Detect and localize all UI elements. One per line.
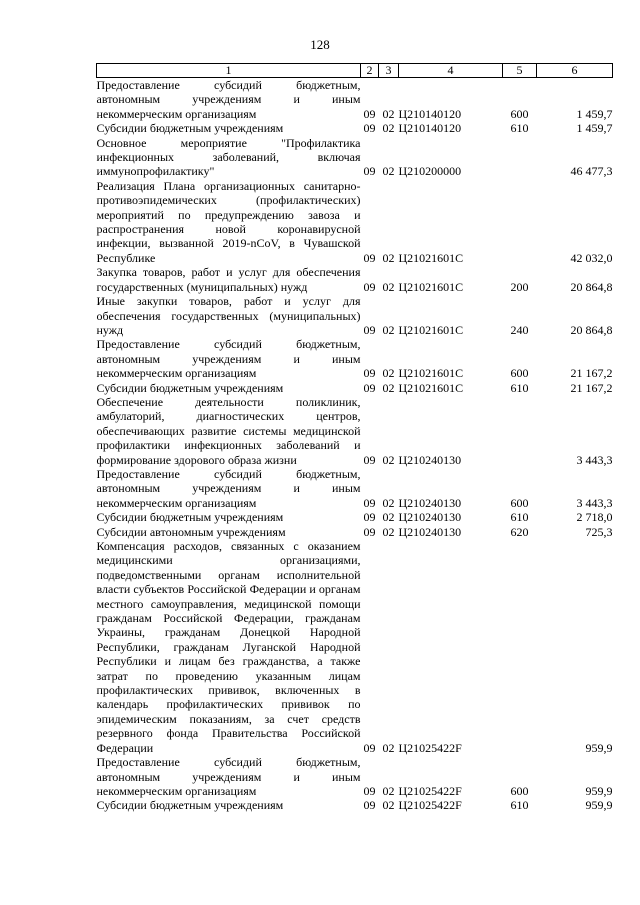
row-section: 09: [363, 322, 376, 337]
row-name: Предоставление субсидий бюджетным, автономным учреждениям и иным некоммерческим организациям: [96, 78, 361, 121]
row-amount: 20 864,8: [570, 279, 613, 294]
row-subsection: 02: [382, 524, 395, 539]
row-target-article: Ц21021601C: [398, 322, 464, 337]
row-name: Обеспечение деятельности поликлиник, амбулаторий, диагностических центров, обеспечивающих развитие системы медицинской профилактики инфекционных заболеваний и формирование здорового образа жизни: [96, 394, 361, 467]
row-subsection: 02: [382, 510, 395, 525]
row-name: Предоставление субсидий бюджетным, автономным учреждениям и иным некоммерческим организациям: [96, 466, 361, 510]
row-amount: 3 443,3: [576, 452, 613, 467]
row-expense-type: 610: [510, 121, 529, 136]
row-section: 09: [363, 495, 376, 510]
row-target-article: Ц210240130: [398, 495, 462, 510]
header-cell-csr: 4: [399, 64, 503, 78]
row-amount: 1 459,7: [576, 106, 613, 121]
row-expense-type: 200: [510, 279, 529, 294]
header-cell-pr: 3: [379, 64, 399, 78]
row-section: 09: [363, 366, 376, 381]
row-amount: 2 718,0: [576, 510, 613, 525]
row-section: 09: [363, 798, 376, 813]
table-row: [97, 510, 613, 524]
row-amount: 21 167,2: [570, 380, 613, 395]
row-name: Субсидии бюджетным учреждениям: [96, 380, 284, 395]
table-row: [97, 78, 613, 122]
header-cell-vr: 5: [503, 64, 537, 78]
table-header: [97, 64, 613, 78]
row-section: 09: [363, 452, 376, 467]
row-subsection: 02: [382, 121, 395, 136]
row-subsection: 02: [382, 322, 395, 337]
row-target-article: Ц210140120: [398, 121, 462, 136]
row-subsection: 02: [382, 798, 395, 813]
row-expense-type: 600: [510, 106, 529, 121]
table-row: [97, 381, 613, 395]
row-section: 09: [363, 250, 376, 265]
row-amount: 46 477,3: [570, 164, 613, 179]
row-section: 09: [363, 740, 376, 755]
row-subsection: 02: [382, 452, 395, 467]
row-subsection: 02: [382, 740, 395, 755]
table-row: [97, 539, 613, 755]
row-section: 09: [363, 783, 376, 798]
row-amount: 959,9: [585, 798, 613, 813]
row-target-article: Ц21025422F: [398, 783, 462, 798]
table-row: [97, 755, 613, 798]
row-name: Закупка товаров, работ и услуг для обеспечения государственных (муниципальных) нужд: [96, 265, 361, 294]
row-expense-type: 600: [510, 495, 529, 510]
table-row: [97, 136, 613, 179]
row-expense-type: 600: [510, 366, 529, 381]
page-number: 128: [310, 37, 330, 52]
row-subsection: 02: [382, 783, 395, 798]
table-row: [97, 395, 613, 467]
table-row: [97, 294, 613, 337]
row-name: Субсидии бюджетным учреждениям: [96, 510, 284, 525]
row-amount: 20 864,8: [570, 322, 613, 337]
row-amount: 725,3: [585, 524, 613, 539]
row-expense-type: 240: [510, 322, 529, 337]
row-target-article: Ц210240130: [398, 452, 462, 467]
row-subsection: 02: [382, 279, 395, 294]
row-target-article: Ц210240130: [398, 510, 462, 525]
row-expense-type: [503, 179, 537, 265]
row-target-article: Ц21021601C: [398, 380, 464, 395]
row-section: 09: [363, 164, 376, 179]
row-name: Иные закупки товаров, работ и услуг для обеспечения государственных (муниципальных) нужд: [96, 294, 361, 337]
header-cell-amount: 6: [537, 64, 613, 78]
row-section: 09: [363, 106, 376, 121]
row-subsection: 02: [382, 380, 395, 395]
row-name: Реализация Плана организационных санитарно-противоэпидемических (профилактических) мероприятий по предупреждению завоза и распространения новой коронавирусной инфекции, вызванной 2019-nCoV, в Чувашской Республике: [96, 178, 361, 265]
table-row: [97, 265, 613, 294]
row-amount: 959,9: [585, 783, 613, 798]
row-amount: 42 032,0: [570, 250, 613, 265]
row-subsection: 02: [382, 366, 395, 381]
row-name: Предоставление субсидий бюджетным, автономным учреждениям и иным некоммерческим организациям: [96, 337, 361, 381]
row-expense-type: 610: [510, 510, 529, 525]
table-row: [97, 467, 613, 510]
row-target-article: Ц210140120: [398, 106, 462, 121]
row-section: 09: [363, 121, 376, 136]
row-target-article: Ц21021601C: [398, 279, 464, 294]
table-row: [97, 337, 613, 380]
row-target-article: Ц21025422F: [398, 798, 462, 813]
row-name: Основное мероприятие "Профилактика инфекционных заболеваний, включая иммунопрофилактику": [96, 135, 361, 179]
row-name: Субсидии бюджетным учреждениям: [96, 121, 284, 136]
row-expense-type: 600: [510, 783, 529, 798]
table-row: [97, 121, 613, 135]
header-cell-rz: 2: [361, 64, 379, 78]
row-expense-type: 610: [510, 380, 529, 395]
row-name: Компенсация расходов, связанных с оказанием медицинскими организациями, подведомственными органам исполнительной власти субъектов Российской Федерации и органам местного самоуправления, медицинской помощи гражданам Российской Федерации, гражданам Украины, гражданам Донецкой Народной Республики, гражданам Луганской Народной Республики и лицам без гражданства, а также затрат по проведению указанным лицам профилактических прививок, включенных в календарь профилактических прививок по эпидемическим показаниям, за счет средств резервного фонда Правительства Российской Федерации: [96, 539, 361, 755]
row-subsection: 02: [382, 164, 395, 179]
row-section: 09: [363, 380, 376, 395]
row-subsection: 02: [382, 106, 395, 121]
row-target-article: Ц21021601C: [398, 250, 464, 265]
row-target-article: Ц210200000: [398, 164, 462, 179]
header-cell-name: 1: [97, 64, 361, 78]
row-amount: 959,9: [585, 740, 613, 755]
row-section: 09: [363, 524, 376, 539]
row-subsection: 02: [382, 495, 395, 510]
row-amount: 1 459,7: [576, 121, 613, 136]
table-row: [97, 798, 613, 812]
row-name: Субсидии бюджетным учреждениям: [96, 798, 284, 813]
budget-table: [96, 63, 613, 813]
row-target-article: Ц21021601C: [398, 366, 464, 381]
row-expense-type: [503, 539, 537, 755]
row-amount: 21 167,2: [570, 366, 613, 381]
row-name: Предоставление субсидий бюджетным, автономным учреждениям и иным некоммерческим организациям: [96, 755, 361, 798]
row-expense-type: [503, 136, 537, 179]
table-row: [97, 525, 613, 539]
header-row: [97, 64, 613, 78]
row-amount: 3 443,3: [576, 495, 613, 510]
row-name: Субсидии автономным учреждениям: [96, 524, 286, 539]
row-subsection: 02: [382, 250, 395, 265]
row-expense-type: 620: [510, 524, 529, 539]
row-section: 09: [363, 279, 376, 294]
table-body: [97, 78, 613, 813]
row-section: 09: [363, 510, 376, 525]
row-target-article: Ц210240130: [398, 524, 462, 539]
table-row: [97, 179, 613, 265]
row-expense-type: [503, 395, 537, 467]
row-expense-type: 610: [510, 798, 529, 813]
row-target-article: Ц21025422F: [398, 740, 462, 755]
